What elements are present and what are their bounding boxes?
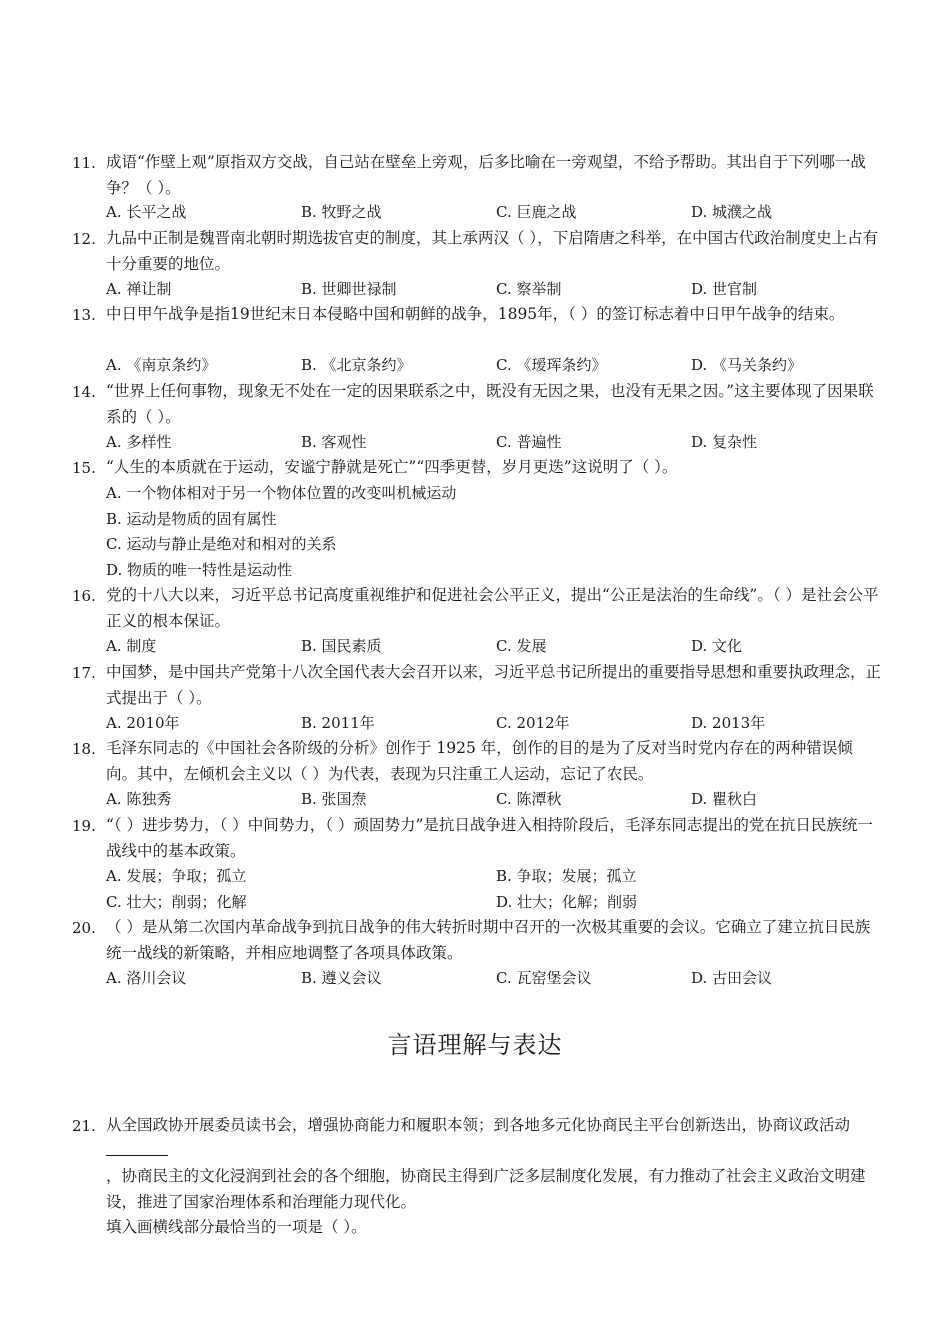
option-b[interactable]: B. 张国焘 xyxy=(301,790,367,808)
question-number: 20. xyxy=(72,919,96,937)
section-title: 言语理解与表达 xyxy=(387,1031,563,1059)
question-stem: “世界上任何事物，现象无不处在一定的因果联系之中，既没有无因之果，也没有无果之因。”这主要体现了因果联系的（ ）。 xyxy=(106,382,874,426)
question-stem: “（ ）进步势力，（ ）中间势力，（ ）顽固势力”是抗日战争进入相持阶段后，毛泽东同志提出的党在抗日民族统一战线中的基本政策。 xyxy=(106,816,873,860)
question-number: 16. xyxy=(72,587,96,605)
option-d[interactable]: D. 物质的唯一特性是运动性 xyxy=(106,560,293,579)
option-d[interactable]: D. 瞿秋白 xyxy=(691,790,758,808)
question-stem: 中日甲午战争是指19世纪末日本侵略中国和朝鲜的战争，1895年，（ ）的签订标志着中日甲午战争的结束。 xyxy=(106,305,845,323)
option-c[interactable]: C. 普遍性 xyxy=(496,433,562,451)
option-a[interactable]: A. 禅让制 xyxy=(106,280,172,298)
option-c[interactable]: C. 2012年 xyxy=(496,714,570,732)
question-number: 17. xyxy=(72,664,96,682)
options xyxy=(106,481,886,583)
option-d[interactable]: D. 壮大；化解；削弱 xyxy=(496,892,638,911)
options xyxy=(106,864,886,915)
options xyxy=(106,353,886,379)
option-a[interactable]: A. 发展；争取；孤立 xyxy=(106,867,247,885)
option-b[interactable]: B. 《北京条约》 xyxy=(301,356,412,374)
question-stem: 中国梦，是中国共产党第十八次全国代表大会召开以来，习近平总书记所提出的重要指导思想和重要执政理念，正式提出于（ ）。 xyxy=(106,663,882,707)
option-b[interactable]: B. 国民素质 xyxy=(301,637,382,655)
options xyxy=(106,200,886,226)
fill-blank[interactable] xyxy=(106,1139,168,1156)
question-number: 12. xyxy=(72,230,96,248)
option-d[interactable]: D. 《马关条约》 xyxy=(691,356,803,374)
question-stem: 党的十八大以来，习近平总书记高度重视维护和促进社会公平正义，提出“公正是法治的生命线”。（ ）是社会公平正义的根本保证。 xyxy=(106,586,879,630)
stem-part-2: ，协商民主的文化浸润到社会的各个细胞，协商民主得到广泛多层制度化发展，有力推动了社会主义政治文明建设，推进了国家治理体系和治理能力现代化。 xyxy=(106,1167,866,1211)
option-a[interactable]: A. 洛川会议 xyxy=(106,969,187,987)
stem-part-1: 从全国政协开展委员读书会，增强协商能力和履职本领；到各地多元化协商民主平台创新迭出，协商议政活动 xyxy=(106,1116,851,1134)
options xyxy=(106,711,886,737)
option-c[interactable]: C. 瓦窑堡会议 xyxy=(496,969,592,987)
options xyxy=(106,787,886,813)
option-a[interactable]: A. 2010年 xyxy=(106,714,180,732)
option-c[interactable]: C. 巨鹿之战 xyxy=(496,203,577,221)
options xyxy=(106,430,886,456)
option-a[interactable]: A. 陈独秀 xyxy=(106,790,172,808)
option-b[interactable]: B. 运动是物质的固有属性 xyxy=(106,509,277,528)
option-d[interactable]: D. 古田会议 xyxy=(691,969,773,987)
question-number: 11. xyxy=(72,154,96,172)
question-stem: “人生的本质就在于运动，安谧宁静就是死亡”“四季更替，岁月更迭”这说明了（ ）。 xyxy=(106,458,678,476)
option-d[interactable]: D. 复杂性 xyxy=(691,433,758,451)
option-b[interactable]: B. 客观性 xyxy=(301,433,367,451)
question-number: 19. xyxy=(72,817,96,835)
option-c[interactable]: C. 察举制 xyxy=(496,280,562,298)
options xyxy=(106,966,886,992)
option-c[interactable]: C. 《瑷珲条约》 xyxy=(496,356,607,374)
option-b[interactable]: B. 遵义会议 xyxy=(301,969,382,987)
question-stem xyxy=(106,1113,881,1241)
option-d[interactable]: D. 城濮之战 xyxy=(691,203,773,221)
question-stem: 成语“作壁上观”原指双方交战，自己站在壁垒上旁观，后多比喻在一旁观望，不给予帮助。其出自于下列哪一战争？（ ）。 xyxy=(106,153,866,197)
question-stem: 九品中正制是魏晋南北朝时期选拔官吏的制度，其上承两汉（ ），下启隋唐之科举，在中国古代政治制度史上占有十分重要的地位。 xyxy=(106,229,879,273)
question-number: 13. xyxy=(72,306,96,324)
options xyxy=(106,634,886,660)
option-a[interactable]: A. 《南京条约》 xyxy=(106,356,217,374)
option-b[interactable]: B. 牧野之战 xyxy=(301,203,382,221)
question-number: 15. xyxy=(72,459,96,477)
question-number: 18. xyxy=(72,740,96,758)
option-c[interactable]: C. 壮大；削弱；化解 xyxy=(106,892,247,911)
option-c[interactable]: C. 运动与静止是绝对和相对的关系 xyxy=(106,535,337,554)
question-number: 14. xyxy=(72,383,96,401)
option-a[interactable]: A. 制度 xyxy=(106,637,157,655)
option-a[interactable]: A. 长平之战 xyxy=(106,203,187,221)
option-d[interactable]: D. 2013年 xyxy=(691,714,766,732)
option-d[interactable]: D. 世官制 xyxy=(691,280,758,298)
options xyxy=(106,277,886,303)
question-prompt: 填入画横线部分最恰当的一项是（ ）。 xyxy=(106,1218,367,1237)
option-c[interactable]: C. 陈潭秋 xyxy=(496,790,562,808)
option-a[interactable]: A. 多样性 xyxy=(106,433,172,451)
option-c[interactable]: C. 发展 xyxy=(496,637,547,655)
option-b[interactable]: B. 争取；发展；孤立 xyxy=(496,867,637,885)
option-d[interactable]: D. 文化 xyxy=(691,637,743,655)
option-a[interactable]: A. 一个物体相对于另一个物体位置的改变叫机械运动 xyxy=(106,484,457,502)
option-b[interactable]: B. 世卿世禄制 xyxy=(301,280,397,298)
question-stem: 毛泽东同志的《中国社会各阶级的分析》创作于 1925 年，创作的目的是为了反对当时党内存在的两种错误倾向。其中，左倾机会主义以（ ）为代表，表现为只注重工人运动，忘记了农民。 xyxy=(106,739,853,783)
option-b[interactable]: B. 2011年 xyxy=(301,714,375,732)
question-stem: （ ）是从第二次国内革命战争到抗日战争的伟大转折时期中召开的一次极其重要的会议。它确立了建立抗日民族统一战线的新策略，并相应地调整了各项具体政策。 xyxy=(106,918,871,962)
question-number: 21. xyxy=(72,1117,96,1135)
